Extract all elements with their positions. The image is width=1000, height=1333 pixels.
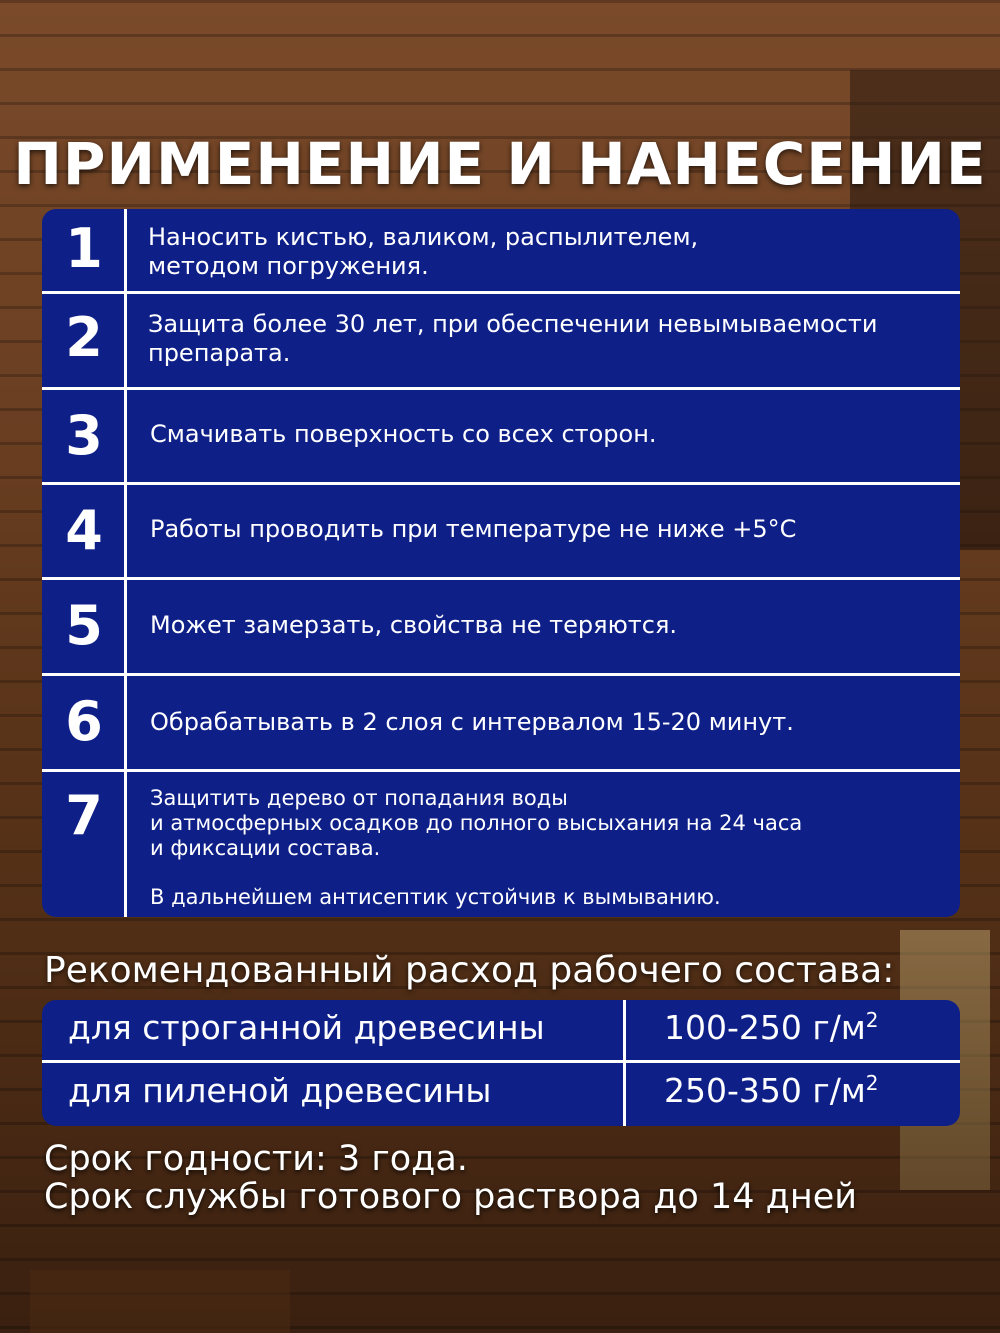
- step-text-line: Смачивать поверхность со всех сторон.: [150, 420, 657, 448]
- step-text: [148, 223, 948, 281]
- step-divider: [124, 209, 127, 291]
- usage-row: [42, 1063, 960, 1125]
- usage-label: для строганной древесины: [68, 1008, 545, 1047]
- step-number: 2: [65, 306, 103, 369]
- step-text-line: Работы проводить при температуре не ниже +5°C: [150, 515, 797, 543]
- step-note: В дальнейшем антисептик устойчив к вымыванию.: [150, 885, 721, 909]
- usage-label: для пиленой древесины: [68, 1071, 492, 1110]
- usage-unit-sup: 2: [865, 1071, 879, 1095]
- usage-value-text: 100-250 г/м: [664, 1008, 866, 1047]
- step-divider: [124, 676, 127, 769]
- step-divider: [124, 390, 127, 482]
- step-divider: [124, 580, 127, 673]
- usage-table: [42, 1000, 960, 1126]
- step-text-line: Обрабатывать в 2 слоя с интервалом 15-20 минут.: [150, 708, 794, 736]
- step-divider: [124, 485, 127, 577]
- step-row-5: [42, 580, 960, 676]
- step-row-4: [42, 485, 960, 580]
- step-number: 6: [65, 690, 103, 753]
- shelf-life-text: Срок годности: 3 года.: [44, 1139, 468, 1179]
- step-number: 1: [65, 217, 103, 280]
- solution-life-text: Срок службы готового раствора до 14 дней: [44, 1177, 857, 1217]
- step-text: [150, 786, 948, 910]
- step-text-line: Защита более 30 лет, при обеспечении невымываемости: [148, 310, 878, 338]
- step-number: 3: [65, 404, 103, 467]
- step-number: 4: [65, 499, 103, 562]
- step-text-line: препарата.: [148, 339, 291, 367]
- usage-value: [664, 1071, 878, 1110]
- step-text: [150, 611, 948, 640]
- step-row-1: [42, 209, 960, 294]
- step-divider: [124, 772, 127, 917]
- step-text: [150, 420, 948, 449]
- step-text-line: Может замерзать, свойства не теряются.: [150, 611, 678, 639]
- step-divider: [124, 294, 127, 387]
- step-text: [150, 708, 948, 737]
- usage-heading: Рекомендованный расход рабочего состава:: [44, 950, 895, 991]
- usage-row: [42, 1000, 960, 1063]
- step-text-line: Наносить кистью, валиком, распылителем,: [148, 223, 699, 251]
- step-row-7: [42, 772, 960, 917]
- page-title: ПРИМЕНЕНИЕ И НАНЕСЕНИЕ: [13, 130, 987, 198]
- background-door: [30, 1270, 290, 1333]
- step-row-2: [42, 294, 960, 390]
- step-text: [148, 310, 948, 368]
- step-text-line: методом погружения.: [148, 252, 429, 280]
- step-text-line: и фиксации состава.: [150, 836, 381, 860]
- usage-unit-sup: 2: [865, 1008, 879, 1032]
- step-row-3: [42, 390, 960, 485]
- step-number: 5: [65, 594, 103, 657]
- step-text-line: Защитить дерево от попадания воды: [150, 786, 568, 810]
- step-row-6: [42, 676, 960, 772]
- steps-panel: [42, 209, 960, 917]
- usage-value-text: 250-350 г/м: [664, 1071, 866, 1110]
- step-text: [150, 515, 948, 544]
- step-number: 7: [65, 784, 103, 847]
- usage-value: [664, 1008, 878, 1047]
- step-text-line: и атмосферных осадков до полного высыхания на 24 часа: [150, 811, 803, 835]
